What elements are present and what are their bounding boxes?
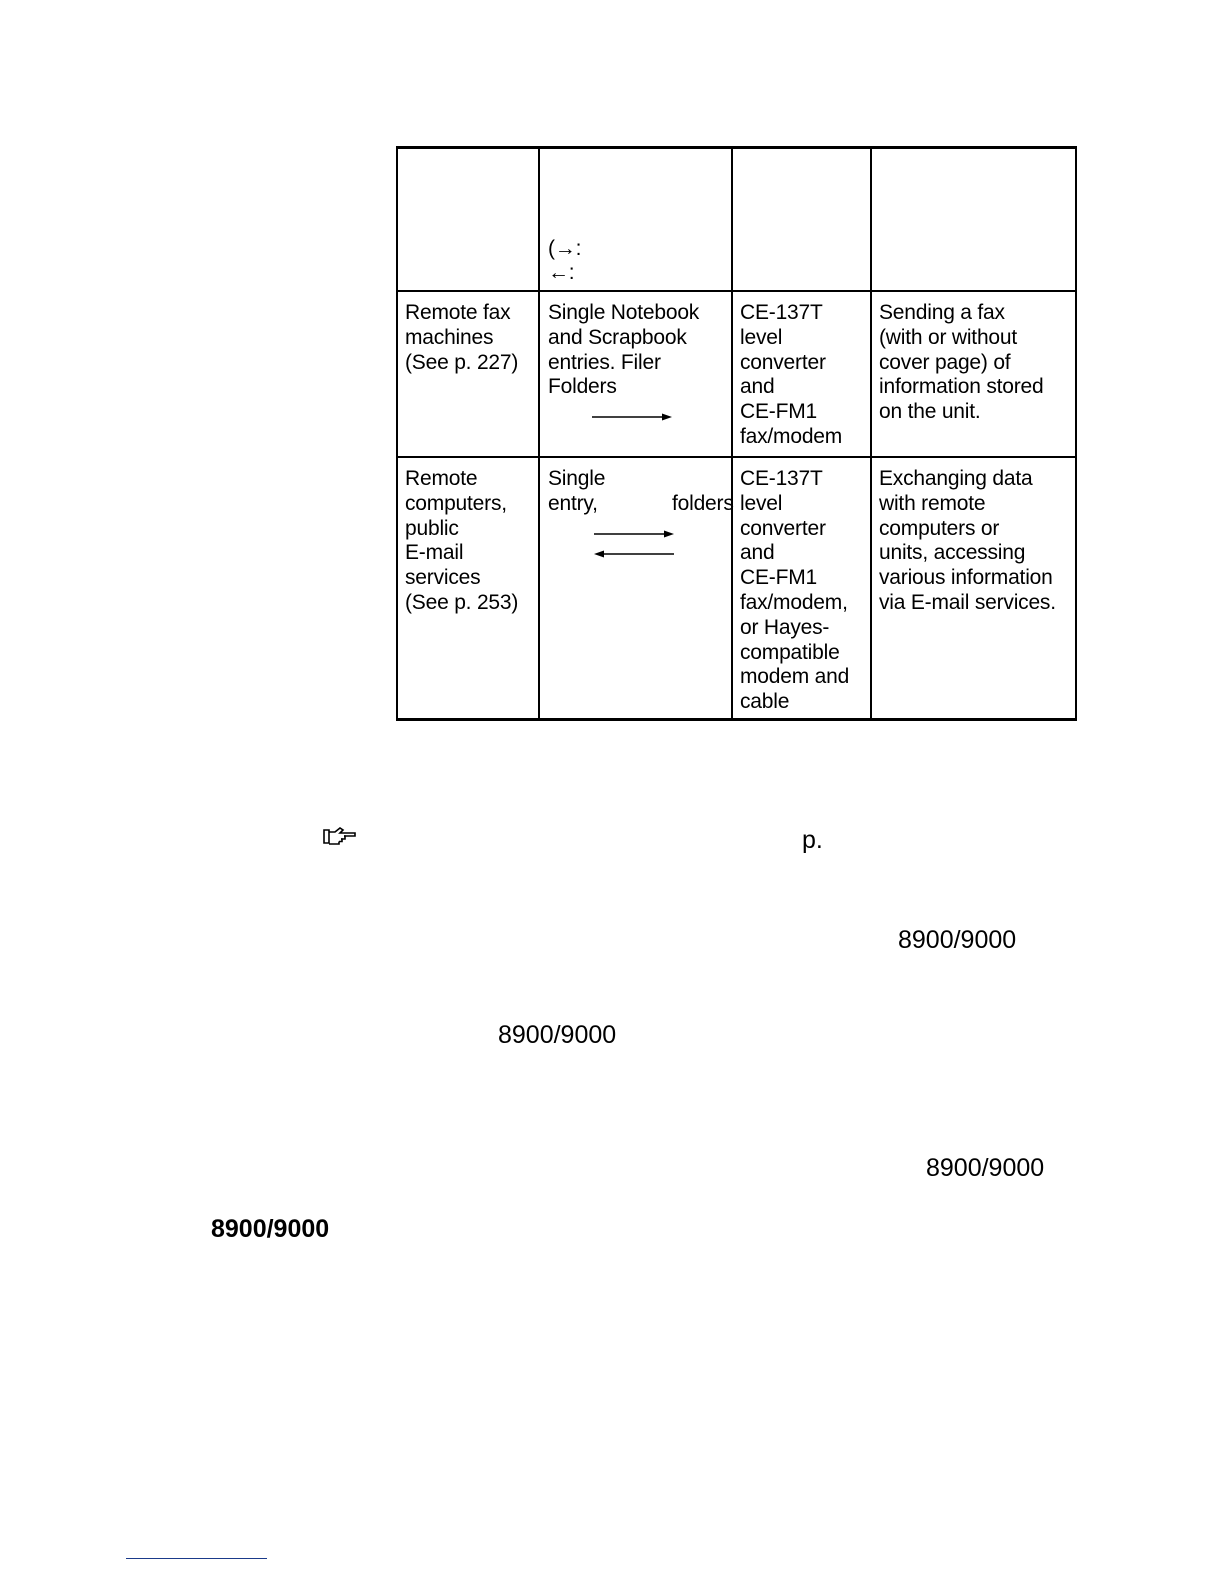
row-divider [398,456,1075,458]
row2-data-line2a: entry, [548,492,598,515]
receive-arrow-icon [594,548,674,560]
row2-data-line1: Single [548,467,606,490]
connectivity-table [396,146,1077,721]
row2-purpose: Exchanging data with remote computers or units, accessing various information via E-mail services. [879,467,1056,614]
header-receive-legend: ←: [548,261,575,284]
row2-destination: Remote computers, public E-mail services (See p. 253) [405,467,519,614]
row1-equipment: CE-137T level converter and CE-FM1 fax/modem [740,301,843,448]
header-send-legend: (→: [548,237,582,260]
model-number: 8900/9000 [926,1154,1045,1182]
row1-data: Single Notebook and Scrapbook entries. Filer Folders [548,301,700,399]
row1-purpose: Sending a fax (with or without cover page) of information stored on the unit. [879,301,1044,424]
row2-data-line2b: folders [672,492,734,515]
send-arrow-icon [592,411,672,423]
row2-equipment: CE-137T level converter and CE-FM1 fax/modem, or Hayes- compatible modem and cable [740,467,850,714]
footer-rule [126,1558,267,1559]
column-divider [538,149,540,718]
column-divider [731,149,733,718]
model-number: 8900/9000 [498,1021,617,1049]
pointing-hand-icon [323,826,357,851]
row1-destination: Remote fax machines (See p. 227) [405,301,519,374]
column-divider [870,149,872,718]
send-arrow-icon [594,528,674,540]
model-number: 8900/9000 [898,926,1017,954]
page-reference: p. [802,826,823,854]
header-divider [398,290,1075,292]
model-number-heading: 8900/9000 [211,1215,330,1243]
